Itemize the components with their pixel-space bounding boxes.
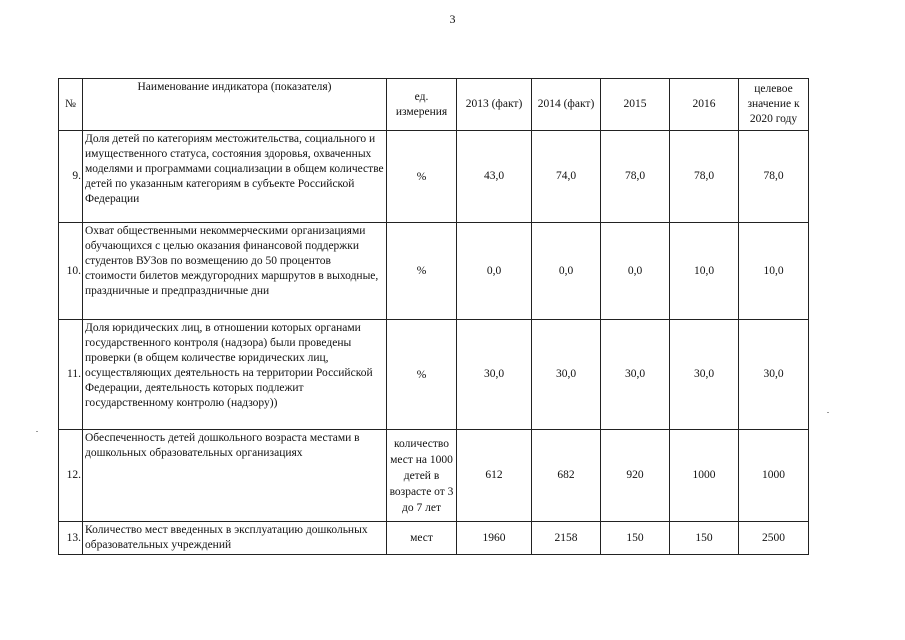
row-number: 13. [59, 522, 83, 555]
indicator-name: Доля юридических лиц, в отношении которых органами государственного контроля (надзора) были проведены проверки (в общем количестве юридических лиц, осуществляющих деятельность на территории Российской Федерации, деятельность которых подлежит государственному контролю (надзору)) [83, 320, 387, 430]
value-2015: 0,0 [601, 223, 670, 320]
indicator-name: Количество мест введенных в эксплуатацию дошкольных образовательных учреждений [83, 522, 387, 555]
value-2016: 1000 [670, 430, 739, 522]
row-number: 11. [59, 320, 83, 430]
header-num: № [59, 79, 83, 131]
scan-speck [36, 431, 38, 432]
header-indicator-name: Наименование индикатора (показателя) [83, 79, 387, 131]
value-2014: 0,0 [532, 223, 601, 320]
header-2015: 2015 [601, 79, 670, 131]
value-2015: 30,0 [601, 320, 670, 430]
header-2014: 2014 (факт) [532, 79, 601, 131]
value-2015: 150 [601, 522, 670, 555]
header-2016: 2016 [670, 79, 739, 131]
value-2013: 1960 [457, 522, 532, 555]
value-2013: 30,0 [457, 320, 532, 430]
scan-speck [827, 412, 829, 413]
value-2016: 150 [670, 522, 739, 555]
unit-cell: количество мест на 1000 детей в возрасте от 3 до 7 лет [387, 430, 457, 522]
value-target: 2500 [739, 522, 809, 555]
value-2016: 30,0 [670, 320, 739, 430]
indicator-name: Доля детей по категориям местожительства, социального и имущественного статуса, состояния здоровья, охваченных моделями и программами социализации в общем количестве детей по указанным категориям в субъекте Российской Федерации [83, 131, 387, 223]
header-row [59, 79, 809, 131]
value-2013: 0,0 [457, 223, 532, 320]
value-2013: 612 [457, 430, 532, 522]
indicator-name: Обеспеченность детей дошкольного возраста местами в дошкольных образовательных организациях [83, 430, 387, 522]
table-row [59, 223, 809, 320]
value-target: 10,0 [739, 223, 809, 320]
value-2014: 2158 [532, 522, 601, 555]
value-target: 30,0 [739, 320, 809, 430]
indicator-name: Охват общественными некоммерческими организациями обучающихся с целью оказания финансовой поддержки студентов ВУЗов по возмещению до 50 процентов стоимости билетов междугородних маршрутов в выходные, праздничные и предпраздничные дни [83, 223, 387, 320]
indicators-table [58, 78, 809, 555]
table-row [59, 430, 809, 522]
value-2016: 78,0 [670, 131, 739, 223]
value-2014: 30,0 [532, 320, 601, 430]
value-2014: 74,0 [532, 131, 601, 223]
row-number: 12. [59, 430, 83, 522]
table-row [59, 131, 809, 223]
table-row [59, 522, 809, 555]
value-target: 1000 [739, 430, 809, 522]
value-2016: 10,0 [670, 223, 739, 320]
value-target: 78,0 [739, 131, 809, 223]
value-2014: 682 [532, 430, 601, 522]
unit-cell: % [387, 223, 457, 320]
row-number: 10. [59, 223, 83, 320]
unit-cell: мест [387, 522, 457, 555]
header-unit: ед. измерения [387, 79, 457, 131]
header-2013: 2013 (факт) [457, 79, 532, 131]
value-2013: 43,0 [457, 131, 532, 223]
header-target-2020: целевое значение к 2020 году [739, 79, 809, 131]
unit-cell: % [387, 320, 457, 430]
row-number: 9. [59, 131, 83, 223]
value-2015: 920 [601, 430, 670, 522]
table-row [59, 320, 809, 430]
unit-cell: % [387, 131, 457, 223]
page-number: 3 [449, 12, 456, 26]
value-2015: 78,0 [601, 131, 670, 223]
